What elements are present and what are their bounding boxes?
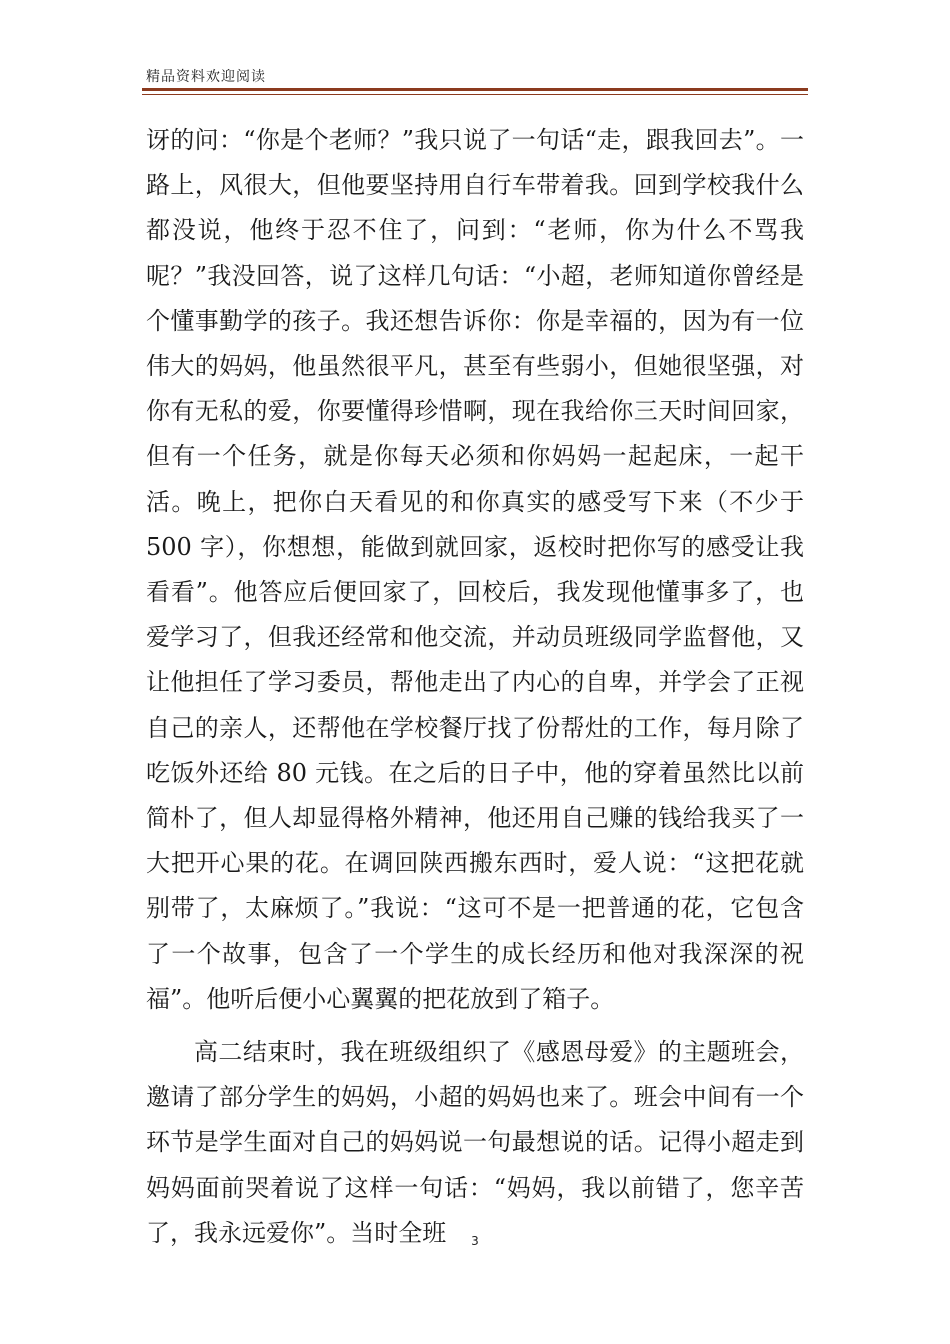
paragraph-1: 讶的问：“你是个老师？”我只说了一句话“走，跟我回去”。一路上，风很大，但他要坚持用自行车带着我。回到学校我什么都没说，他终于忍不住了，问到：“老师，你为什么不骂我呢？”我没回答，说了这样几句话：“小超，老师知道你曾经是个懂事勤学的孩子。我还想告诉你：你是幸福的，因为有一位伟大的妈妈，他虽然很平凡，甚至有些弱小，但她很坚强，对你有无私的爱，你要懂得珍惜啊，现在我给你三天时间回家，但有一个任务，就是你每天必须和你妈妈一起起床，一起干活。晚上，把你白天看见的和你真实的感受写下来（不少于 500 字），你想想，能做到就回家，返校时把你写的感受让我看看”。他答应后便回家了，回校后，我发现他懂事多了，也爱学习了，但我还经常和他交流，并动员班级同学监督他，又让他担任了学习委员，帮他走出了内心的自卑，并学会了正视自己的亲人，还帮他在学校餐厅找了份帮灶的工作，每月除了吃饭外还给 80 元钱。在之后的日子中，他的穿着虽然比以前简朴了，但人却显得格外精神，他还用自己赚的钱给我买了一大把开心果的花。在调回陕西搬东西时，爱人说：“这把花就别带了，太麻烦了。”我说：“这可不是一把普通的花，它包含了一个故事，包含了一个学生的成长经历和他对我深深的祝福”。他听后便小心翼翼的把花放到了箱子。 [146, 126, 828, 1013]
body-text [146, 118, 828, 1256]
page-number: 3 [471, 1234, 479, 1248]
header-title: 精品资料欢迎阅读 [146, 69, 266, 85]
header-rule-thick [142, 88, 808, 91]
header-rule-thin [142, 94, 808, 95]
paragraph-2: 高二结束时，我在班级组织了《感恩母爱》的主题班会，邀请了部分学生的妈妈，小超的妈妈也来了。班会中间有一个环节是学生面对自己的妈妈说一句最想说的话。记得小超走到妈妈面前哭着说了这样一句话：“妈妈，我以前错了，您辛苦了，我永远爱你”。当时全班 [146, 1038, 804, 1247]
